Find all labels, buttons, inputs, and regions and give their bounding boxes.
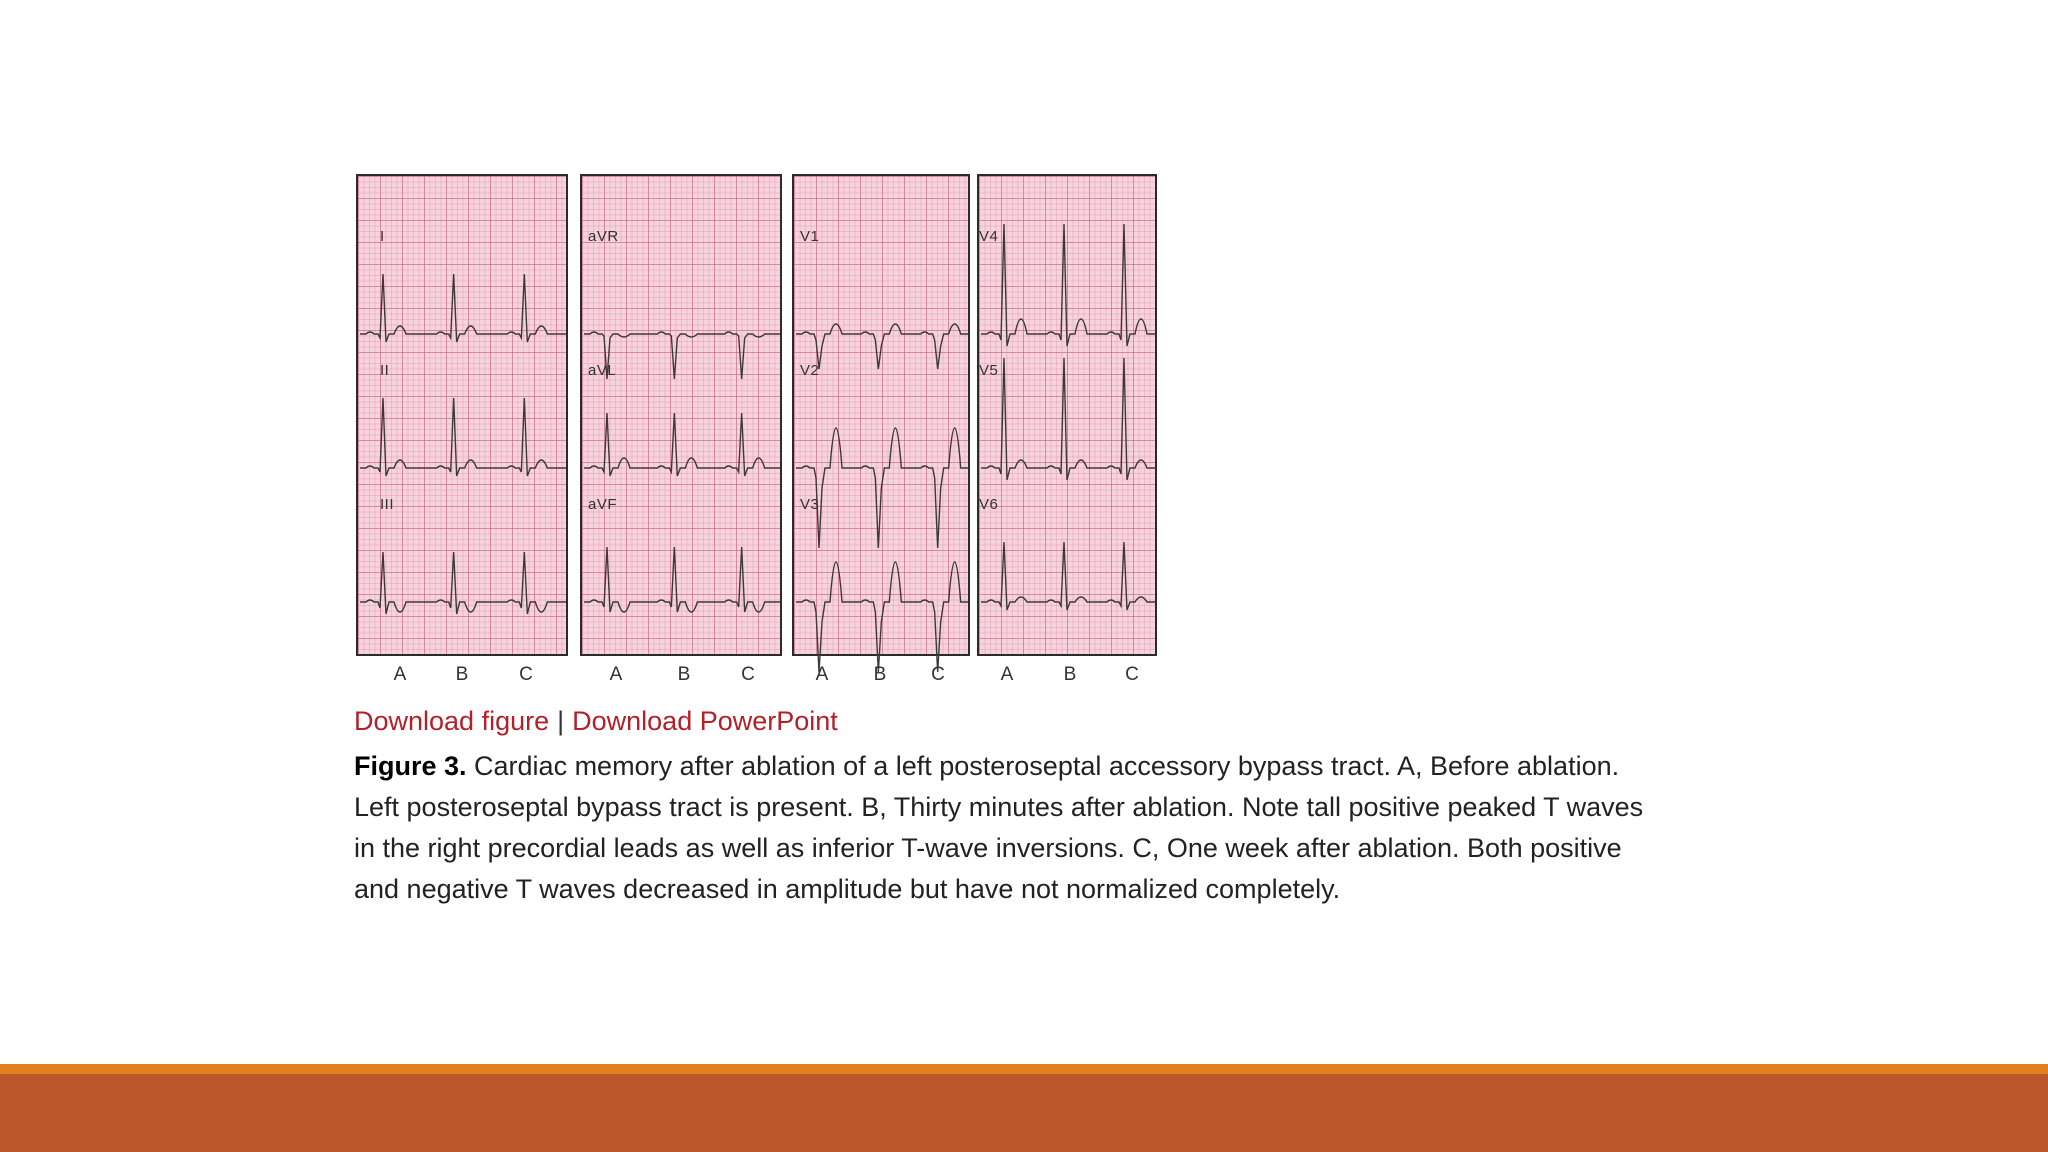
column-label-a: A [393,664,407,685]
figure-caption [354,746,1654,910]
column-label-b: B [1063,664,1077,685]
column-label-b: B [455,664,469,685]
lead-label: V1 [800,228,820,245]
lead-label: V3 [800,496,820,513]
ecg-trace [358,176,566,654]
ecg-panel-precordial-v1-v3 [792,174,970,656]
ecg-panel-augmented-leads [580,174,782,656]
ecg-trace [794,176,968,654]
ecg-waveform [584,547,780,612]
figure-caption-label: Figure 3. [354,751,467,781]
ecg-figure [352,170,1164,690]
figure-caption-text: Cardiac memory after ablation of a left posteroseptal accessory bypass tract. A, Before ablation. Left posteroseptal bypass tract is present. B, Thirty minutes after ablation. Note tall positive peaked T waves in the right precordial leads as well as inferior T-wave inversions. C, One week after ablation. Both positive and negative T waves decreased in amplitude but have not normalized completely. [354,751,1644,904]
ecg-trace [582,176,780,654]
download-figure-link[interactable]: Download figure [354,706,550,736]
column-label-a: A [609,664,623,685]
ecg-trace [979,176,1155,654]
figure-links [354,706,838,737]
lead-label: II [380,362,390,379]
lead-label: III [380,496,395,513]
lead-label: I [380,228,385,245]
ecg-waveform [796,428,968,548]
lead-label: aVL [588,362,617,379]
column-label-c: C [519,664,533,685]
lead-label: V6 [979,496,999,513]
lead-label: aVR [588,228,619,245]
ecg-panel-limb-leads-1 [356,174,568,656]
ecg-waveform [981,224,1155,346]
download-powerpoint-link[interactable]: Download PowerPoint [572,706,838,736]
lead-label: aVF [588,496,618,513]
ecg-waveform [981,358,1155,480]
column-label-c: C [931,664,945,685]
column-label-c: C [1125,664,1139,685]
lead-label: V5 [979,362,999,379]
ecg-panel-precordial-v4-v6 [977,174,1157,656]
ecg-waveform [360,398,566,476]
column-label-b: B [677,664,691,685]
ecg-waveform [796,562,968,672]
column-label-a: A [815,664,829,685]
ecg-waveform [981,542,1155,610]
column-label-b: B [873,664,887,685]
ecg-waveform [360,552,566,614]
lead-label: V4 [979,228,999,245]
ecg-waveform [360,274,566,342]
ecg-waveform [796,324,968,369]
link-separator: | [557,706,565,736]
footer-accent-line [0,1064,2048,1074]
column-label-a: A [1000,664,1014,685]
ecg-waveform [584,413,780,476]
lead-label: V2 [800,362,820,379]
column-label-c: C [741,664,755,685]
footer-bar [0,1074,2048,1152]
